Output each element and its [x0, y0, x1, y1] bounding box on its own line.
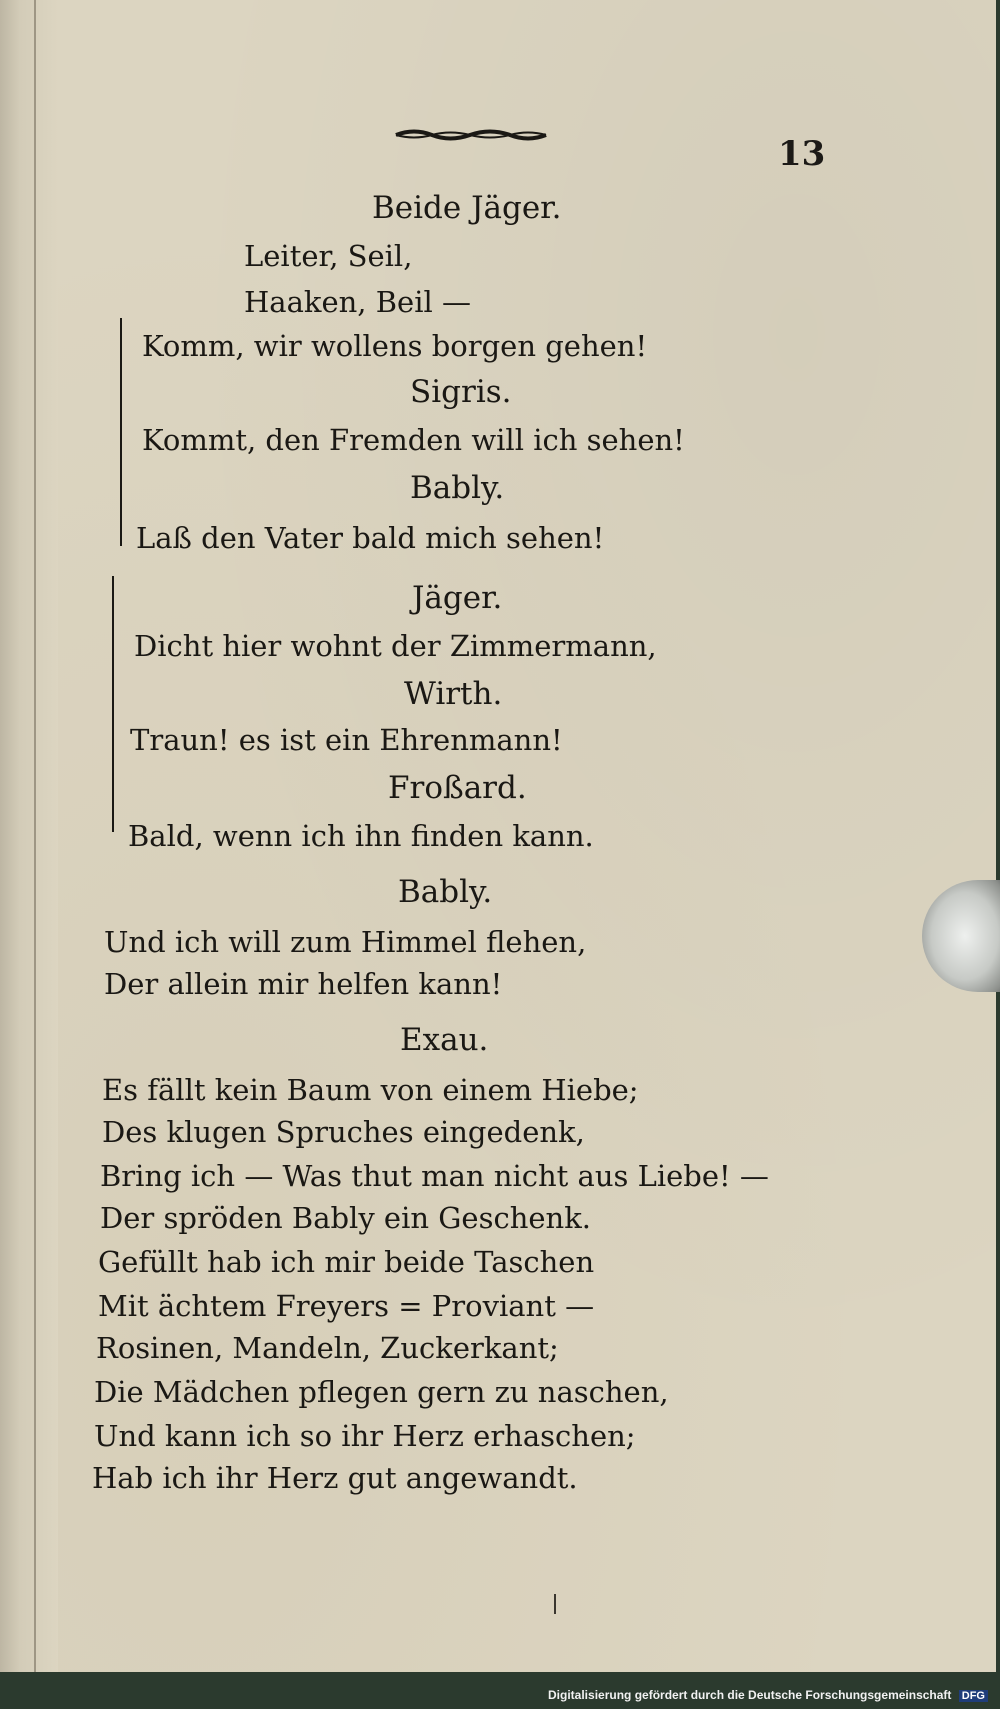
footer-text: Digitalisierung gefördert durch die Deutsche Forschungsgemeinschaft [548, 1688, 952, 1702]
bracket-left [120, 318, 132, 546]
page-gutter [0, 0, 58, 1672]
verse-line: Es fällt kein Baum von einem Hiebe; [102, 1073, 639, 1107]
verse-line: Haaken, Beil — [244, 285, 471, 319]
verse-line: Und kann ich so ihr Herz erhaschen; [94, 1419, 636, 1453]
verse-line: Rosinen, Mandeln, Zuckerkant; [96, 1331, 559, 1365]
speaker-beide-jaeger: Beide Jäger. [372, 190, 562, 226]
verse-line: Mit ächtem Freyers = Proviant — [98, 1289, 595, 1323]
verse-line: Der spröden Bably ein Geschenk. [100, 1201, 592, 1235]
page-number: 13 [778, 134, 826, 174]
speaker-exau: Exau. [400, 1022, 489, 1058]
speaker-frossard: Froßard. [388, 770, 527, 806]
verse-line: Leiter, Seil, [244, 239, 413, 273]
verse-line: Die Mädchen pflegen gern zu naschen, [94, 1375, 669, 1409]
speaker-bably: Bably. [398, 874, 493, 910]
verse-line: Gefüllt hab ich mir beide Taschen [98, 1245, 595, 1279]
verse-line: Dicht hier wohnt der Zimmermann, [134, 629, 657, 663]
speaker-wirth: Wirth. [404, 676, 503, 712]
verse-line: Des klugen Spruches eingedenk, [102, 1115, 585, 1149]
verse-line: Und ich will zum Himmel flehen, [104, 925, 587, 959]
speaker-sigris: Sigris. [410, 374, 512, 410]
verse-line: Bring ich — Was thut man nicht aus Liebe! — [100, 1159, 769, 1193]
verse-line: Der allein mir helfen kann! [104, 967, 503, 1001]
verse-line: Bald, wenn ich ihn finden kann. [128, 819, 594, 853]
speaker-jaeger: Jäger. [412, 580, 503, 616]
paper-mark [554, 1594, 556, 1614]
verse-line: Komm, wir wollens borgen gehen! [142, 329, 648, 363]
verse-line: Hab ich ihr Herz gut angewandt. [92, 1461, 578, 1495]
ornament-divider [394, 128, 548, 142]
verse-line: Traun! es ist ein Ehrenmann! [130, 723, 563, 757]
verse-line: Kommt, den Fremden will ich sehen! [142, 423, 685, 457]
gutter-line [34, 0, 36, 1672]
footer-credit [548, 1688, 988, 1702]
verse-line: Laß den Vater bald mich sehen! [136, 521, 605, 555]
bracket-left [112, 576, 124, 832]
speaker-bably: Bably. [410, 470, 505, 506]
dfg-logo: DFG [959, 1690, 988, 1702]
